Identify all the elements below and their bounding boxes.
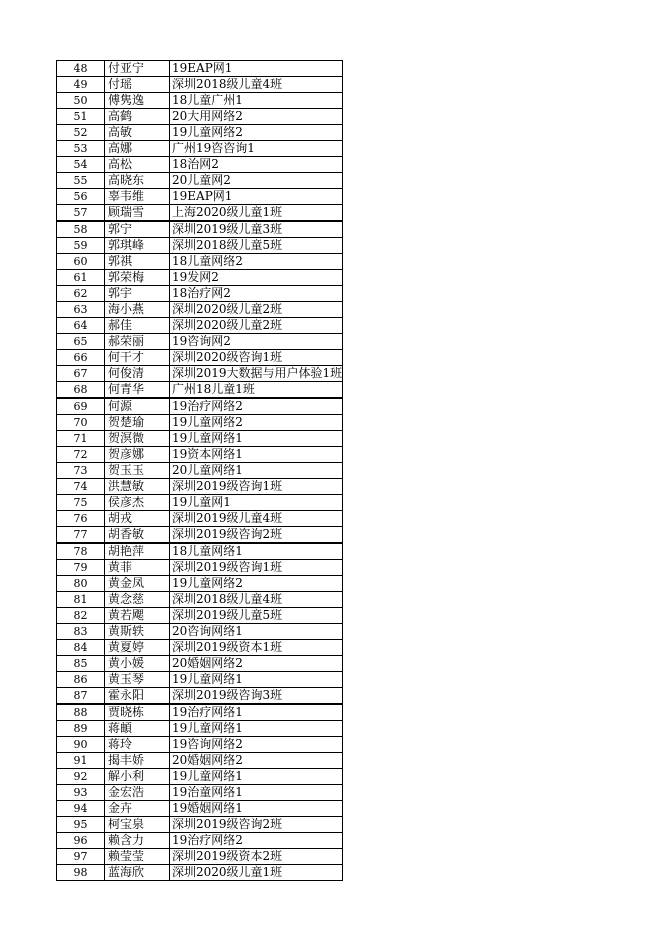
row-number-cell: 79: [57, 560, 105, 576]
table-row: [57, 785, 343, 801]
student-name-cell: 高鹤: [105, 109, 170, 125]
student-name-cell: 贾晓栋: [105, 704, 170, 721]
table-row: [57, 221, 343, 238]
class-name-cell: 19资本网络1: [170, 447, 343, 463]
student-name-cell: 侯彦杰: [105, 495, 170, 511]
row-number-cell: 67: [57, 366, 105, 382]
class-name-cell: 20儿童网络1: [170, 463, 343, 479]
class-name-cell: 19咨询网2: [170, 334, 343, 350]
student-name-cell: 顾瑞雪: [105, 205, 170, 222]
row-number-cell: 62: [57, 286, 105, 302]
student-name-cell: 付亚宁: [105, 61, 170, 77]
row-number-cell: 86: [57, 672, 105, 688]
student-name-cell: 郭祺: [105, 254, 170, 270]
student-name-cell: 蓝海欣: [105, 865, 170, 881]
class-name-cell: 深圳2019级咨询1班: [170, 560, 343, 576]
row-number-cell: 49: [57, 77, 105, 93]
row-number-cell: 55: [57, 173, 105, 189]
class-name-cell: 深圳2019级咨询2班: [170, 817, 343, 833]
student-name-cell: 何青华: [105, 382, 170, 399]
table-row: [57, 656, 343, 672]
class-name-cell: 深圳2019级资本2班: [170, 849, 343, 865]
row-number-cell: 61: [57, 270, 105, 286]
table-row: [57, 398, 343, 415]
class-name-cell: 19EAP网1: [170, 61, 343, 77]
row-number-cell: 98: [57, 865, 105, 881]
student-name-cell: 傅隽逸: [105, 93, 170, 109]
row-number-cell: 75: [57, 495, 105, 511]
table-row: [57, 495, 343, 511]
row-number-cell: 68: [57, 382, 105, 399]
row-number-cell: 59: [57, 238, 105, 254]
student-name-cell: 何源: [105, 398, 170, 415]
class-name-cell: 深圳2020级儿童2班: [170, 302, 343, 318]
class-name-cell: 19治疗网络2: [170, 833, 343, 849]
table-row: [57, 77, 343, 93]
table-row: [57, 173, 343, 189]
table-row: [57, 447, 343, 463]
row-number-cell: 89: [57, 721, 105, 737]
row-number-cell: 48: [57, 61, 105, 77]
row-number-cell: 87: [57, 688, 105, 705]
class-name-cell: 深圳2019级咨询2班: [170, 527, 343, 544]
student-name-cell: 金卉: [105, 801, 170, 817]
student-name-cell: 柯宝泉: [105, 817, 170, 833]
class-name-cell: 19儿童网络1: [170, 672, 343, 688]
roster-body: [57, 61, 343, 881]
table-row: [57, 238, 343, 254]
row-number-cell: 91: [57, 753, 105, 769]
class-name-cell: 19EAP网1: [170, 189, 343, 205]
class-name-cell: 深圳2020级咨询1班: [170, 350, 343, 366]
student-name-cell: 郭荣梅: [105, 270, 170, 286]
table-row: [57, 141, 343, 157]
row-number-cell: 72: [57, 447, 105, 463]
student-name-cell: 海小燕: [105, 302, 170, 318]
student-name-cell: 郭琪峰: [105, 238, 170, 254]
student-name-cell: 黄若飔: [105, 608, 170, 624]
class-name-cell: 深圳2019级儿童5班: [170, 608, 343, 624]
table-row: [57, 109, 343, 125]
row-number-cell: 83: [57, 624, 105, 640]
class-name-cell: 18治网2: [170, 157, 343, 173]
student-name-cell: 郝荣丽: [105, 334, 170, 350]
table-row: [57, 157, 343, 173]
table-row: [57, 769, 343, 785]
table-row: [57, 849, 343, 865]
row-number-cell: 69: [57, 398, 105, 415]
class-name-cell: 19儿童网络2: [170, 576, 343, 592]
row-number-cell: 77: [57, 527, 105, 544]
table-row: [57, 592, 343, 608]
row-number-cell: 96: [57, 833, 105, 849]
student-name-cell: 贺楚瑜: [105, 415, 170, 431]
roster-table: [56, 60, 343, 881]
class-name-cell: 深圳2019级儿童3班: [170, 221, 343, 238]
student-name-cell: 高松: [105, 157, 170, 173]
table-row: [57, 270, 343, 286]
row-number-cell: 53: [57, 141, 105, 157]
table-row: [57, 865, 343, 881]
student-name-cell: 黄夏婷: [105, 640, 170, 656]
student-name-cell: 蒋頔: [105, 721, 170, 737]
class-name-cell: 19咨询网络2: [170, 737, 343, 753]
row-number-cell: 93: [57, 785, 105, 801]
table-row: [57, 672, 343, 688]
student-name-cell: 金宏浩: [105, 785, 170, 801]
student-name-cell: 黄菲: [105, 560, 170, 576]
class-name-cell: 19治疗网络2: [170, 398, 343, 415]
table-row: [57, 254, 343, 270]
row-number-cell: 80: [57, 576, 105, 592]
table-row: [57, 463, 343, 479]
student-name-cell: 揭丰娇: [105, 753, 170, 769]
class-name-cell: 19儿童网络2: [170, 125, 343, 141]
table-row: [57, 560, 343, 576]
class-name-cell: 19儿童网1: [170, 495, 343, 511]
row-number-cell: 85: [57, 656, 105, 672]
row-number-cell: 52: [57, 125, 105, 141]
table-row: [57, 93, 343, 109]
table-row: [57, 382, 343, 399]
row-number-cell: 56: [57, 189, 105, 205]
class-name-cell: 20咨询网络1: [170, 624, 343, 640]
table-row: [57, 318, 343, 334]
table-row: [57, 350, 343, 366]
row-number-cell: 92: [57, 769, 105, 785]
student-name-cell: 郭宇: [105, 286, 170, 302]
class-name-cell: 19儿童网络1: [170, 431, 343, 447]
class-name-cell: 深圳2018级儿童4班: [170, 592, 343, 608]
class-name-cell: 18治疗网2: [170, 286, 343, 302]
class-name-cell: 深圳2019级咨询1班: [170, 479, 343, 495]
student-name-cell: 赖莹莹: [105, 849, 170, 865]
table-row: [57, 415, 343, 431]
student-name-cell: 贺玉玉: [105, 463, 170, 479]
class-name-cell: 广州18儿童1班: [170, 382, 343, 399]
row-number-cell: 71: [57, 431, 105, 447]
table-row: [57, 688, 343, 705]
class-name-cell: 广州19咨咨询1: [170, 141, 343, 157]
student-name-cell: 付瑶: [105, 77, 170, 93]
table-row: [57, 366, 343, 382]
table-row: [57, 302, 343, 318]
table-row: [57, 189, 343, 205]
class-name-cell: 深圳2019大数据与用户体验1班: [170, 366, 343, 382]
student-name-cell: 黄小媛: [105, 656, 170, 672]
row-number-cell: 58: [57, 221, 105, 238]
row-number-cell: 66: [57, 350, 105, 366]
table-row: [57, 608, 343, 624]
table-row: [57, 61, 343, 77]
table-row: [57, 334, 343, 350]
student-name-cell: 何干才: [105, 350, 170, 366]
row-number-cell: 76: [57, 511, 105, 527]
student-name-cell: 胡艳萍: [105, 543, 170, 560]
row-number-cell: 88: [57, 704, 105, 721]
table-row: [57, 704, 343, 721]
table-row: [57, 801, 343, 817]
student-name-cell: 高娜: [105, 141, 170, 157]
class-name-cell: 20婚姻网络2: [170, 753, 343, 769]
row-number-cell: 90: [57, 737, 105, 753]
row-number-cell: 57: [57, 205, 105, 222]
student-name-cell: 何俊清: [105, 366, 170, 382]
student-name-cell: 黄金凤: [105, 576, 170, 592]
table-row: [57, 737, 343, 753]
class-name-cell: 深圳2019级儿童4班: [170, 511, 343, 527]
table-row: [57, 205, 343, 222]
table-row: [57, 125, 343, 141]
class-name-cell: 19儿童网络1: [170, 769, 343, 785]
student-name-cell: 郝佳: [105, 318, 170, 334]
class-name-cell: 18儿童网络2: [170, 254, 343, 270]
row-number-cell: 51: [57, 109, 105, 125]
class-name-cell: 19婚姻网络1: [170, 801, 343, 817]
row-number-cell: 73: [57, 463, 105, 479]
class-name-cell: 19发网2: [170, 270, 343, 286]
student-name-cell: 黄斯轶: [105, 624, 170, 640]
student-name-cell: 贺溟微: [105, 431, 170, 447]
table-row: [57, 543, 343, 560]
table-row: [57, 286, 343, 302]
class-name-cell: 19儿童网络1: [170, 721, 343, 737]
student-name-cell: 霍永阳: [105, 688, 170, 705]
row-number-cell: 50: [57, 93, 105, 109]
table-row: [57, 721, 343, 737]
row-number-cell: 94: [57, 801, 105, 817]
row-number-cell: 63: [57, 302, 105, 318]
row-number-cell: 95: [57, 817, 105, 833]
student-name-cell: 贺彦娜: [105, 447, 170, 463]
table-row: [57, 753, 343, 769]
row-number-cell: 60: [57, 254, 105, 270]
student-name-cell: 辜韦维: [105, 189, 170, 205]
table-row: [57, 479, 343, 495]
class-name-cell: 深圳2020级儿童1班: [170, 865, 343, 881]
class-name-cell: 20婚姻网络2: [170, 656, 343, 672]
row-number-cell: 54: [57, 157, 105, 173]
table-row: [57, 640, 343, 656]
class-name-cell: 19儿童网络2: [170, 415, 343, 431]
class-name-cell: 19治童网络1: [170, 785, 343, 801]
row-number-cell: 64: [57, 318, 105, 334]
student-name-cell: 高晓东: [105, 173, 170, 189]
row-number-cell: 82: [57, 608, 105, 624]
table-row: [57, 817, 343, 833]
class-name-cell: 深圳2018级儿童5班: [170, 238, 343, 254]
table-row: [57, 511, 343, 527]
class-name-cell: 18儿童广州1: [170, 93, 343, 109]
row-number-cell: 70: [57, 415, 105, 431]
class-name-cell: 深圳2018级儿童4班: [170, 77, 343, 93]
table-row: [57, 624, 343, 640]
student-name-cell: 胡戎: [105, 511, 170, 527]
row-number-cell: 84: [57, 640, 105, 656]
class-name-cell: 20儿童网2: [170, 173, 343, 189]
table-row: [57, 431, 343, 447]
table-row: [57, 576, 343, 592]
class-name-cell: 上海2020级儿童1班: [170, 205, 343, 222]
row-number-cell: 78: [57, 543, 105, 560]
student-name-cell: 洪慧敏: [105, 479, 170, 495]
class-name-cell: 深圳2020级儿童2班: [170, 318, 343, 334]
student-name-cell: 高敏: [105, 125, 170, 141]
table-row: [57, 833, 343, 849]
class-name-cell: 深圳2019级咨询3班: [170, 688, 343, 705]
student-name-cell: 解小利: [105, 769, 170, 785]
row-number-cell: 74: [57, 479, 105, 495]
student-name-cell: 蒋玲: [105, 737, 170, 753]
class-name-cell: 20大用网络2: [170, 109, 343, 125]
student-name-cell: 黄玉琴: [105, 672, 170, 688]
student-name-cell: 胡香敏: [105, 527, 170, 544]
student-name-cell: 黄念慈: [105, 592, 170, 608]
row-number-cell: 97: [57, 849, 105, 865]
row-number-cell: 65: [57, 334, 105, 350]
class-name-cell: 深圳2019级资本1班: [170, 640, 343, 656]
row-number-cell: 81: [57, 592, 105, 608]
student-name-cell: 郭宁: [105, 221, 170, 238]
student-name-cell: 赖含力: [105, 833, 170, 849]
class-name-cell: 19治疗网络1: [170, 704, 343, 721]
table-row: [57, 527, 343, 544]
class-name-cell: 18儿童网络1: [170, 543, 343, 560]
